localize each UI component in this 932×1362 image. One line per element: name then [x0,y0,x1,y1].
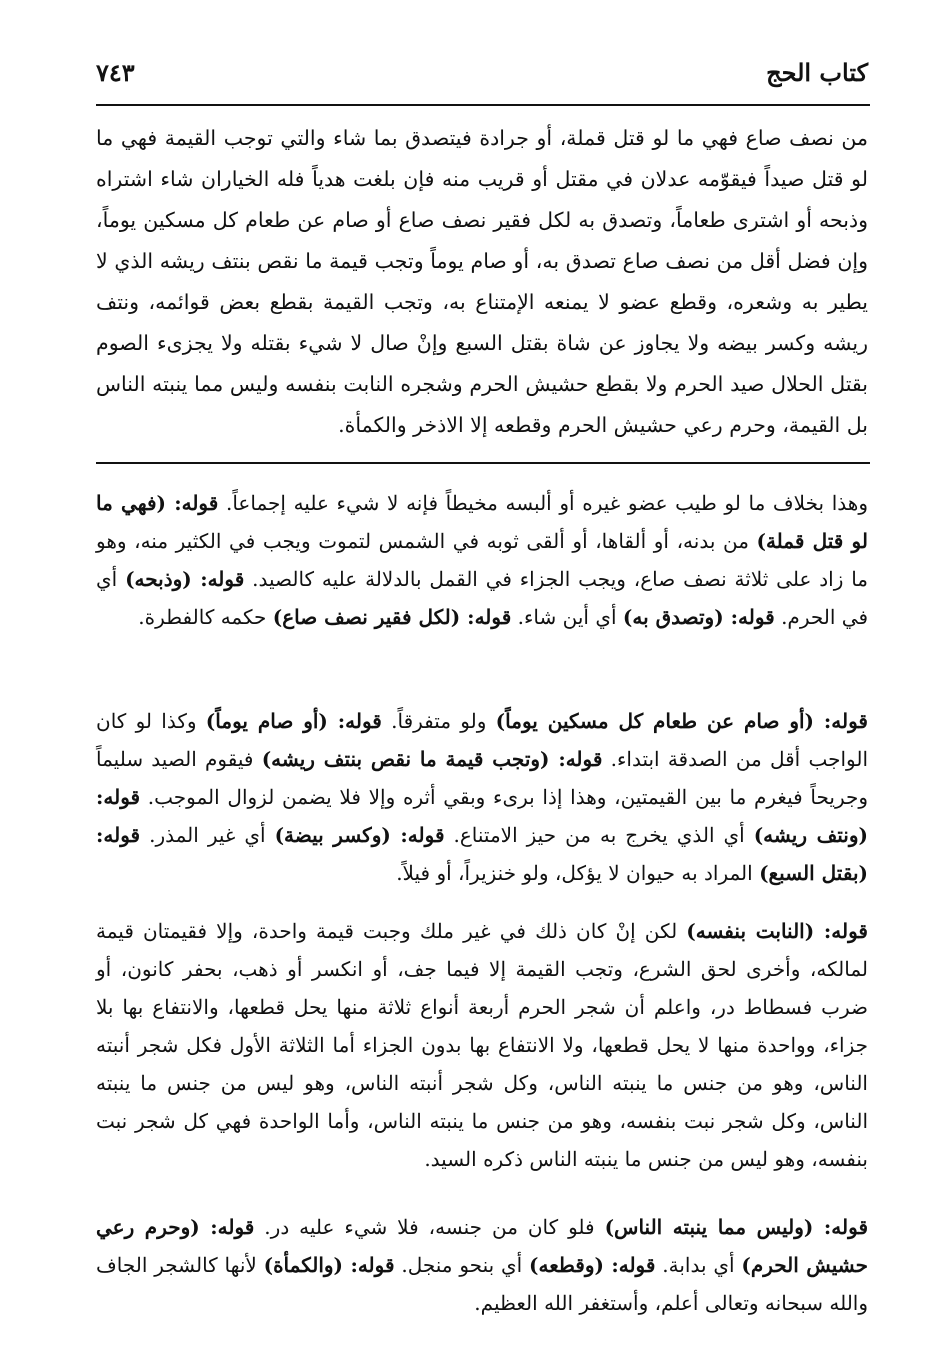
commentary-text: حكمه كالفطرة. [138,605,273,629]
page-header [96,58,868,98]
commentary-divider [96,462,870,464]
commentary-text: أي بنحو منجل. [394,1253,530,1277]
commentary-paragraph-3 [96,912,868,1178]
commentary-paragraph-4 [96,1208,868,1322]
commentary-lemma: قوله: (لكل فقير نصف صاع) [272,605,512,629]
commentary-lemma: قوله: (فهي ما لو قتل قملة) [96,491,868,553]
commentary-text: وهذا بخلاف ما لو طيب عضو غيره أو ألبسه مخيطاً فإنه لا شيء عليه إجماعاً. [218,491,868,515]
commentary-text: أي في الحرم. [96,567,868,629]
matn-text: من نصف صاع فهي ما لو قتل قملة، أو جرادة فيتصدق بما شاء والتي توجب القيمة فهي ما لو قتل صيداً فيقوّمه عدلان في مقتل أو قريب منه فإن بلغت هدياً فله الخياران شاء اشتراه وذبحه أو اشترى طعاماً، وتصدق به لكل فقير نصف صاع أو صام عن طعام كل مسكين يوماً، وإن فضل أقل من نصف صاع تصدق به، أو صام يوماً وتجب قيمة ما نقص بنتف ريشه الذي لا يطير به وشعره، وقطع عضو لا يمنعه الإمتناع به، وتجب القيمة بقطع بعض قوائمه، ونتف ريشه وكسر بيضه ولا يجاوز عن شاة بقتل السبع وإنْ صال لا شيء بقتله ولا يجزىء الصوم بقتل الحلال صيد الحرم ولا بقطع حشيش الحرم وشجره النابت بنفسه وليس مما ينبته الناس بل القيمة، وحرم رعي حشيش الحرم وقطعه إلا الاذخر والكمأة. [96,126,868,437]
commentary-text: المراد به حيوان لا يؤكل، ولو خنزيراً، أو فيلاً. [396,861,760,885]
commentary-text: لكن إنْ كان ذلك في غير ملك وجبت قيمة واحدة، وإلا فقيمتان قيمة لمالكه، وأخرى لحق الشرع، وتجب القيمة إلا فيما جف، أو انكسر أو ذهب، بحفر كانون، أو ضرب فسطاط در، واعلم أن شجر الحرم أربعة أنواع ثلاثة منها يحل قطعها، والانتفاع بها بلا جزاء، وواحدة منها لا يحل قطعها، ولا الانتفاع بها بدون الجزاء أما الثلاثة الأول فكل شجر أنبته الناس، وهو من جنس ما ينبته الناس، وكل شجر أنبته الناس، وهو ليس من جنس ما ينبته الناس، وكل شجر نبت بنفسه، وهو من جنس ما ينبته الناس، وأما الواحدة فهي كل شجر نبت بنفسه، وهو ليس من جنس ما ينبته الناس ذكره السيد. [96,919,868,1171]
commentary-text: وكذا لو كان الواجب أقل من الصدقة ابتداء. [96,709,868,771]
commentary-lemma: قوله: (وليس مما ينبته الناس) [604,1215,869,1239]
commentary-text: فيقوم الصيد سليماً وجريحاً فيغرم ما بين القيمتين، وهذا إذا برىء وبقي أثره وإلا فلا يضمن لزوال الموجب. [96,747,869,809]
commentary-text: أي بدابة. [655,1253,742,1277]
commentary-text: من بدنه، أو ألقاها، أو ألقى ثوبه في الشمس لتموت ويجب في الكثير منه، وهو ما زاد على ثلاثة نصف صاع، ويجب الجزاء في القمل بالدلالة عليه كالصيد. [96,529,869,591]
commentary-lemma: قوله: (وتجب قيمة ما نقص بنتف ريشه) [261,747,603,771]
commentary-lemma: قوله: (وقطعه) [529,1253,656,1277]
commentary-lemma: قوله: (وكسر بيضة) [274,823,445,847]
commentary-text: أي أين شاء. [511,605,623,629]
commentary-text: لأنها كالشجر الجاف والله سبحانه وتعالى أعلم، وأستغفر الله العظيم. [96,1253,868,1315]
commentary-lemma: قوله: (والكمأة) [263,1253,395,1277]
commentary-lemma: قوله: (أو صام عن طعام كل مسكين يوماً) [495,709,868,733]
commentary-lemma: قوله: (ونتف ريشه) [96,785,868,847]
running-title: كتاب الحج [766,58,868,87]
page-number: ٧٤٣ [96,58,135,87]
commentary-lemma: قوله: (وحرم رعي حشيش الحرم) [96,1215,868,1277]
commentary-lemma: قوله: (أو صام يوماً) [205,709,382,733]
commentary-text: فلو كان من جنسه، فلا شيء عليه در. [254,1215,605,1239]
commentary-paragraph-2 [96,702,868,892]
commentary-paragraph-1 [96,484,868,636]
commentary-text: أي الذي يخرج به من حيز الامتناع. [444,823,754,847]
commentary-lemma: قوله: (النابت بنفسه) [686,919,868,943]
header-divider [96,104,870,106]
commentary-lemma: قوله: (وتصدق به) [622,605,775,629]
commentary-lemma: قوله: (وذبحه) [125,567,245,591]
commentary-text: أي غير المذر. [140,823,275,847]
commentary-lemma: قوله: (بقتل السبع) [96,823,868,885]
commentary-text: ولو متفرقاً. [381,709,496,733]
